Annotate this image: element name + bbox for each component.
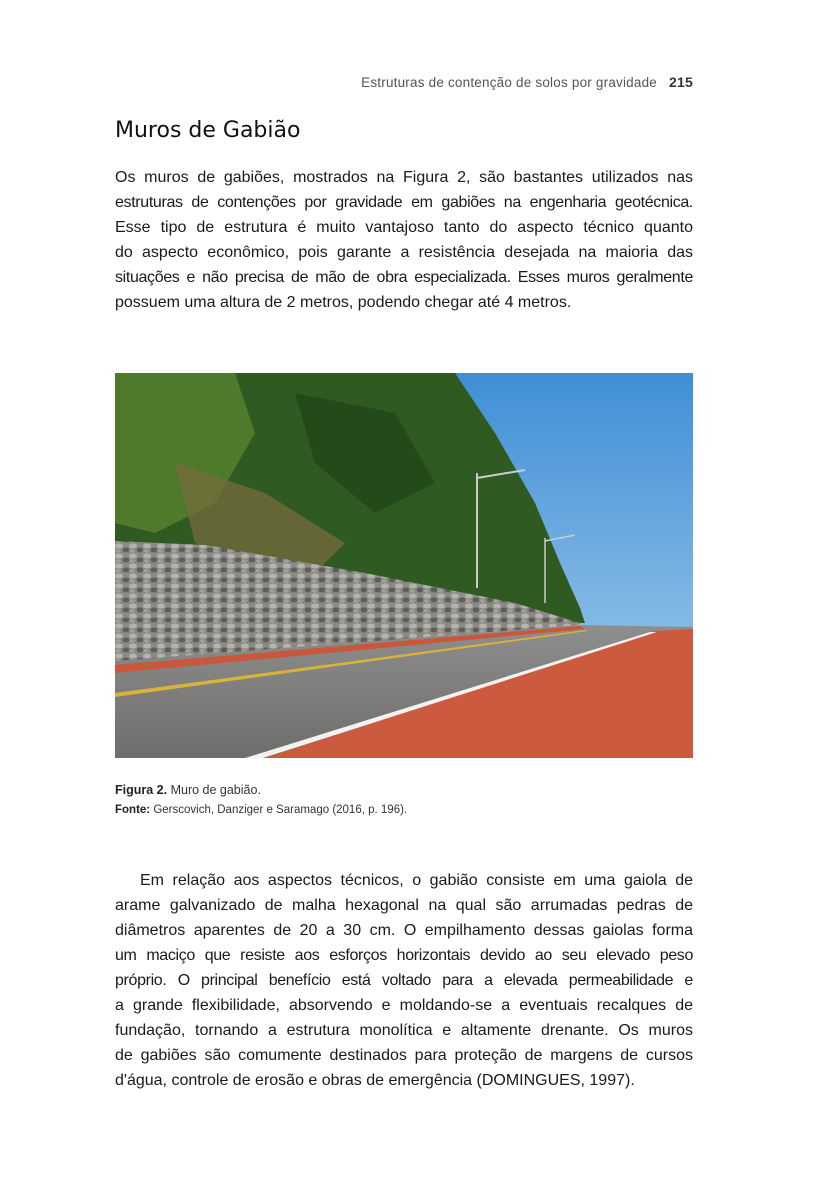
- source-text: Gerscovich, Danziger e Saramago (2016, p. 196).: [153, 804, 408, 816]
- text-line: diâmetros aparentes de 20 a 30 cm. O empilhamento dessas gaiolas forma: [115, 922, 693, 939]
- text-line: possuem uma altura de 2 metros, podendo chegar até 4 metros.: [115, 294, 572, 311]
- running-header: [361, 74, 693, 90]
- text-line: a grande flexibilidade, absorvendo e moldando-se a eventuais recalques de: [115, 997, 693, 1014]
- text-line: arame galvanizado de malha hexagonal na qual são arrumadas pedras de: [115, 897, 693, 914]
- text-line: d'água, controle de erosão e obras de emergência (DOMINGUES, 1997).: [115, 1072, 635, 1089]
- text-line: estruturas de contenções por gravidade em gabiões na engenharia geotécnica.: [115, 194, 693, 211]
- text-line: Os muros de gabiões, mostrados na Figura 2, são bastantes utilizados nas: [115, 169, 693, 186]
- text-line: um maciço que resiste aos esforços horizontais devido ao seu elevado peso: [115, 947, 693, 964]
- section-title: Muros de Gabião: [115, 118, 301, 143]
- text-line: situações e não precisa de mão de obra especializada. Esses muros geralmente: [115, 269, 693, 286]
- figure-caption-text: Muro de gabião.: [170, 783, 261, 797]
- paragraph-technical: [115, 868, 693, 1093]
- source-label: Fonte:: [115, 804, 151, 816]
- text-line: Em relação aos aspectos técnicos, o gabião consiste em uma gaiola de: [140, 872, 693, 889]
- text-line: de gabiões são comumente destinados para proteção de margens de cursos: [115, 1047, 693, 1064]
- text-line: do aspecto econômico, pois garante a resistência desejada na maioria das: [115, 244, 693, 261]
- gabion-wall-photo: [115, 373, 693, 758]
- text-line: fundação, tornando a estrutura monolítica e altamente drenante. Os muros: [115, 1022, 693, 1039]
- running-title: Estruturas de contenção de solos por gravidade: [361, 75, 658, 90]
- paragraph-intro: [115, 165, 693, 315]
- page-number: 215: [669, 74, 693, 90]
- text-line: Esse tipo de estrutura é muito vantajoso tanto do aspecto técnico quanto: [115, 219, 693, 236]
- text-line: próprio. O principal benefício está voltado para a elevada permeabilidade e: [115, 972, 693, 989]
- figure-caption: [115, 780, 407, 820]
- figure-label: Figura 2.: [115, 783, 168, 797]
